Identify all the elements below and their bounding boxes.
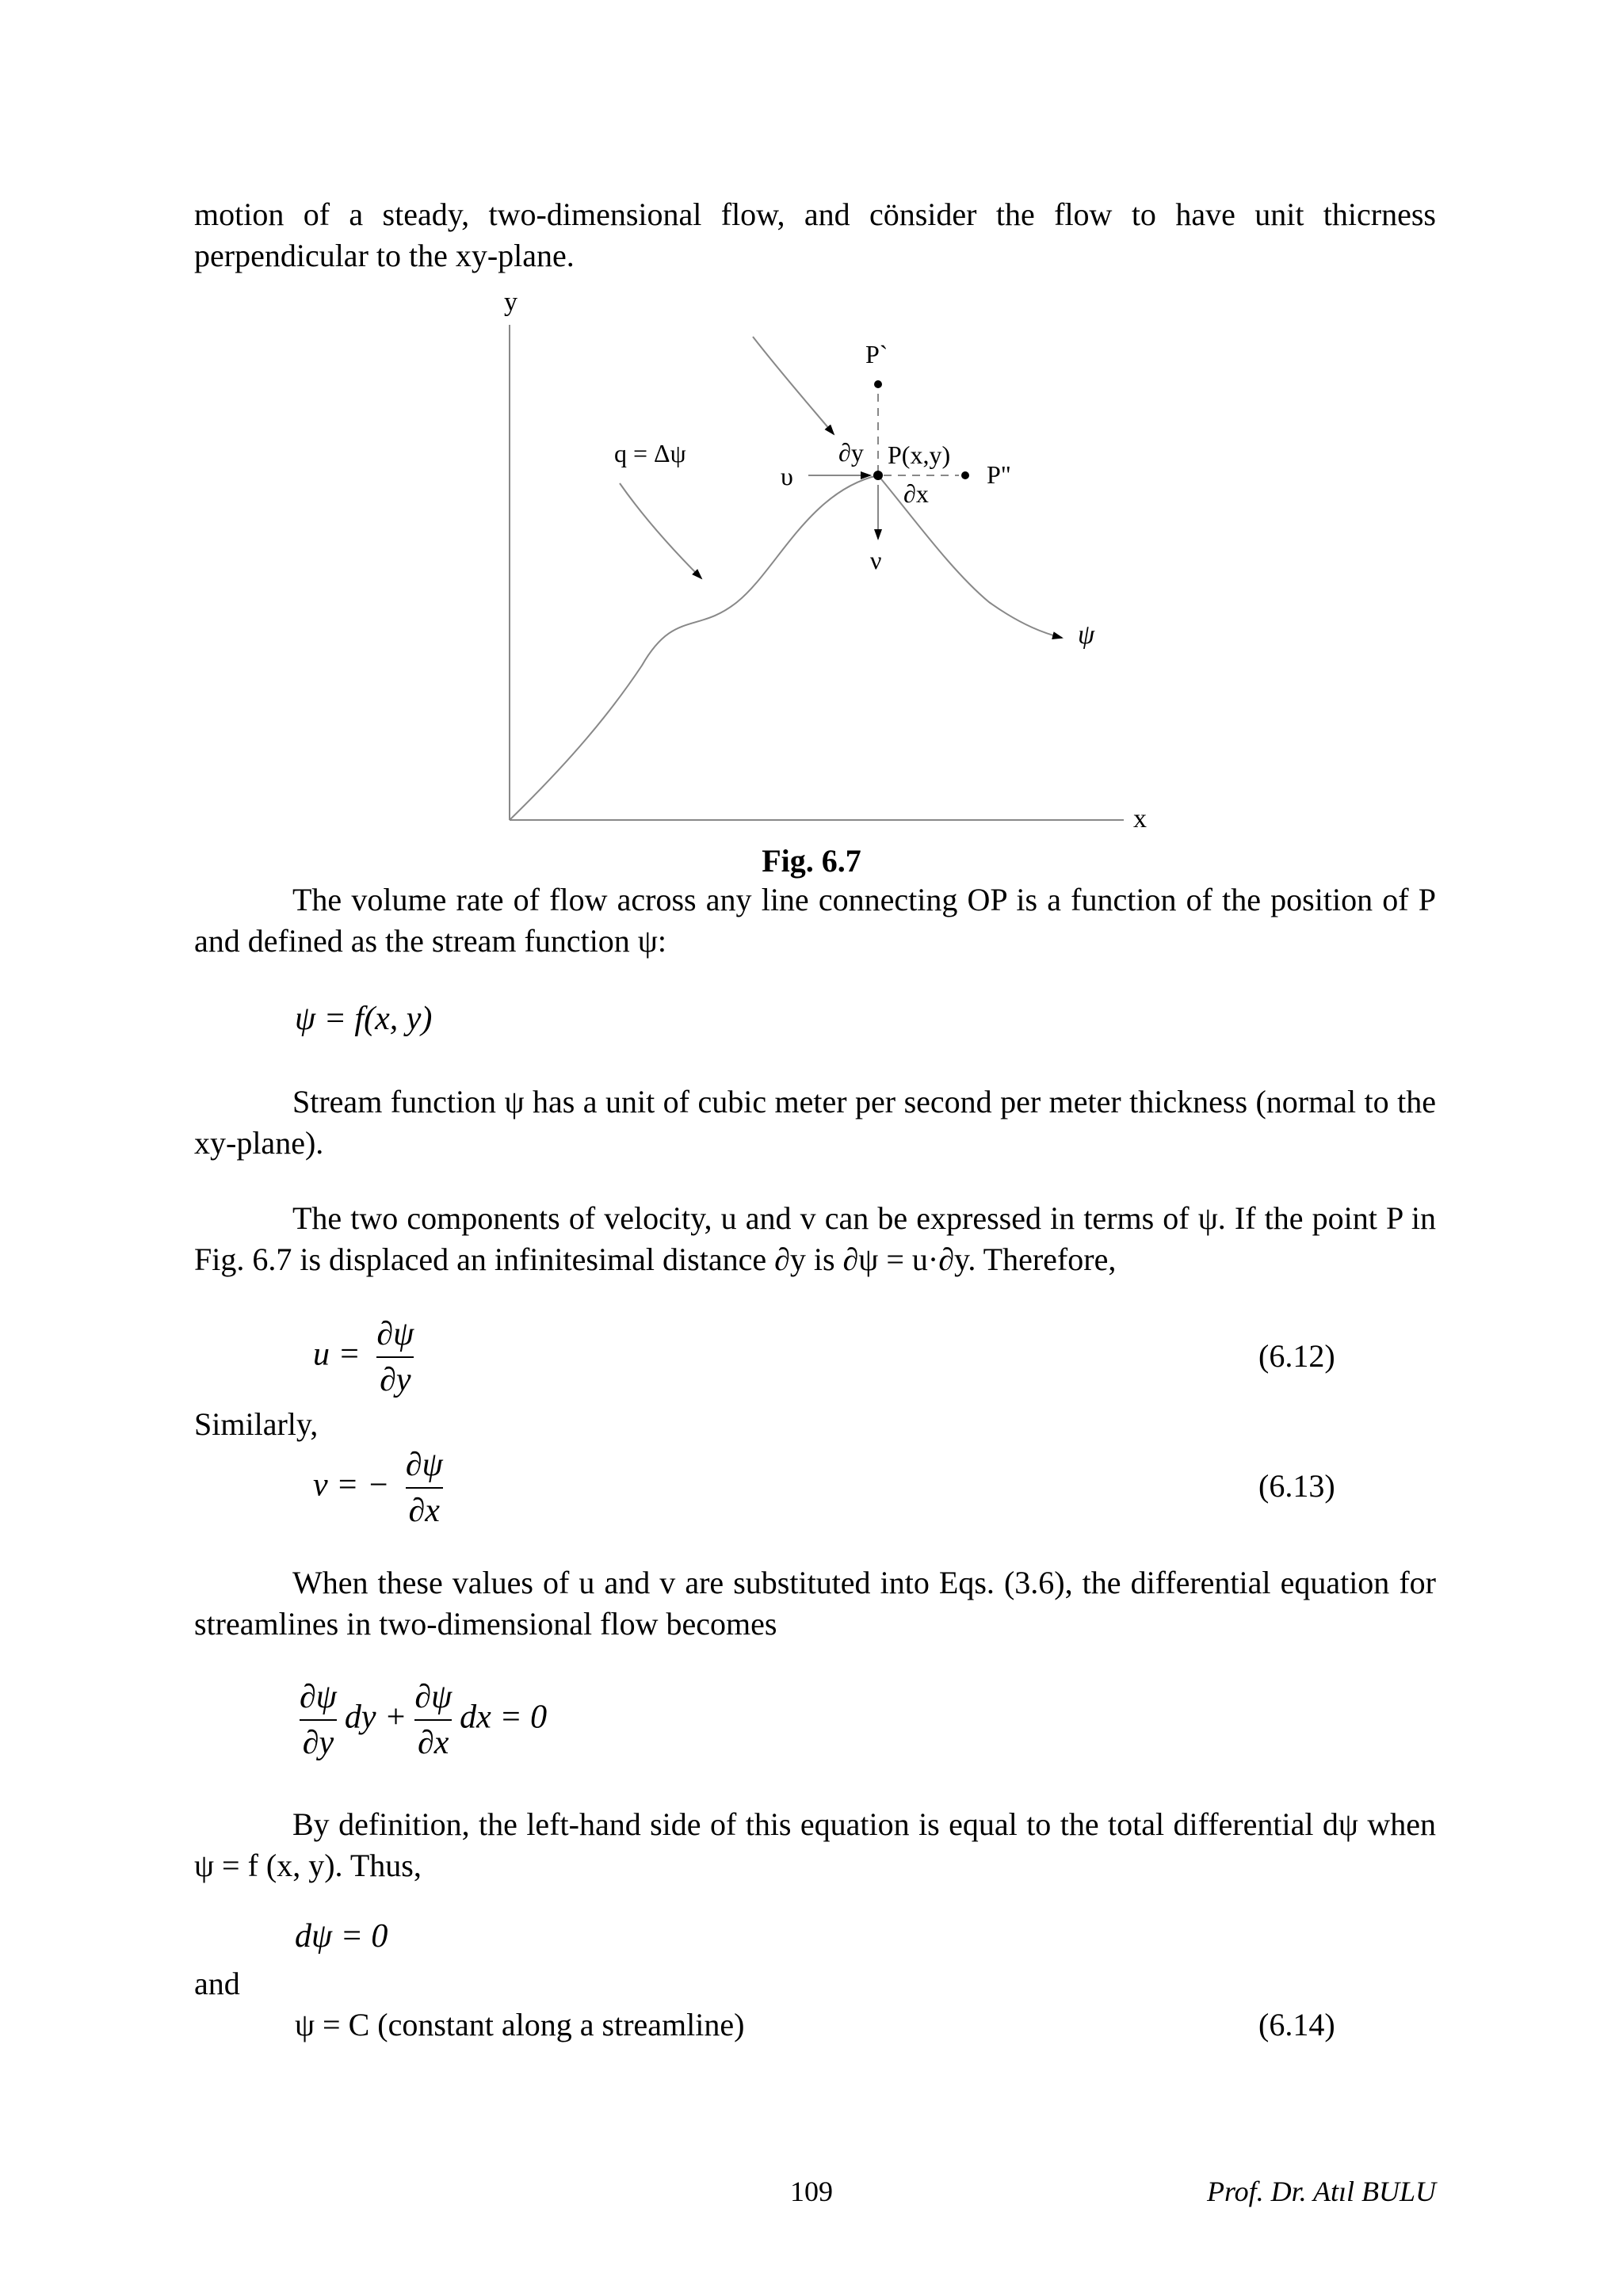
paragraph-total-differential: By definition, the left-hand side of this equation is equal to the total differential dψ when ψ = f (x, y). Thus,: [194, 1806, 1436, 1883]
q-arrow: [620, 483, 701, 578]
streamline-lower: [510, 475, 878, 820]
dy-label: ∂y: [838, 438, 864, 467]
paragraph-substitution: When these values of u and v are substituted into Eqs. (3.6), the differential equation for streamlines in two-dimensional flow becomes: [194, 1565, 1436, 1642]
x-axis-label: x: [1133, 804, 1147, 833]
page-number: 109: [790, 2176, 833, 2207]
v-label: ν: [870, 546, 882, 574]
equation-number-6-13: (6.13): [1258, 1468, 1335, 1504]
equation-6-13: [313, 1446, 451, 1530]
paragraph-stream-function: The volume rate of flow across any line connecting OP is a function of the position of P and defined as the stream function ψ:: [194, 882, 1436, 959]
figure-caption: Fig. 6.7: [762, 843, 861, 879]
eq-f-of-xy: = f(x, y): [323, 1001, 433, 1037]
eq-613-fraction: [403, 1446, 446, 1530]
eq-diff-dx-term: dx = 0: [460, 1699, 548, 1736]
equation-number-6-14: (6.14): [1258, 2007, 1335, 2042]
equation-6-12: [313, 1315, 422, 1399]
footer-author: Prof. Dr. Atıl BULU: [1206, 2176, 1436, 2207]
intro-line-2: perpendicular to the xy-plane.: [194, 238, 575, 273]
eq-diff-numerator-2: ∂ψ: [414, 1679, 453, 1715]
eq-612-denominator: ∂y: [376, 1356, 414, 1399]
figure-6-7: [0, 0, 1623, 840]
eq-612-fraction: [373, 1315, 417, 1399]
paragraph-velocity-components: The two components of velocity, u and v can be expressed in terms of ψ. If the point P in Fig. 6.7 is displaced an infinitesimal distance ∂y is ∂ψ = u·∂y. Therefore,: [194, 1200, 1436, 1277]
similarly-text: Similarly,: [194, 1406, 319, 1442]
incoming-arrow: [753, 337, 834, 434]
y-axis-label: y: [504, 288, 517, 317]
u-label: υ: [781, 462, 793, 490]
paragraph-units: Stream function ψ has a unit of cubic meter per second per meter thickness (normal to the xy-plane).: [194, 1084, 1436, 1161]
point-p-double-prime-dot: [961, 471, 969, 479]
equation-number-6-12: (6.12): [1258, 1338, 1335, 1374]
psi-label: ψ: [1078, 620, 1095, 650]
dx-label: ∂x: [903, 479, 929, 508]
eq-612-lhs: u =: [313, 1336, 361, 1373]
eq-diff-dy-term: dy +: [344, 1699, 407, 1736]
eq-psi: ψ: [295, 1001, 316, 1037]
eq-diff-numerator-1: ∂ψ: [300, 1679, 337, 1715]
eq-613-numerator: ∂ψ: [405, 1447, 443, 1483]
eq-diff-denominator-1: ∂y: [300, 1719, 337, 1762]
eq-diff-denominator-2: ∂x: [414, 1719, 452, 1762]
q-label: q = Δψ: [614, 439, 686, 467]
and-text: and: [194, 1966, 240, 2001]
equation-dpsi-zero: dψ = 0: [295, 1918, 388, 1955]
equation-6-14: ψ = C (constant along a streamline): [295, 2007, 745, 2042]
equation-stream-function: [295, 1000, 432, 1038]
intro-line-1: motion of a steady, two-dimensional flow, and cönsider the flow to have unit thicrness: [194, 196, 1436, 232]
point-p-prime-dot: [874, 380, 882, 388]
eq-diff-fraction-2: [411, 1678, 455, 1762]
eq-613-denominator: ∂x: [406, 1487, 443, 1530]
point-p-dot: [873, 471, 883, 480]
equation-streamline-differential: [292, 1678, 547, 1762]
eq-diff-fraction-1: [296, 1678, 340, 1762]
point-p-label: P(x,y): [888, 441, 951, 469]
eq-613-lhs: v = −: [313, 1466, 390, 1504]
eq-612-numerator: ∂ψ: [376, 1316, 414, 1352]
point-p-prime-label: P`: [865, 340, 888, 368]
point-p-double-prime-label: P": [987, 460, 1011, 489]
